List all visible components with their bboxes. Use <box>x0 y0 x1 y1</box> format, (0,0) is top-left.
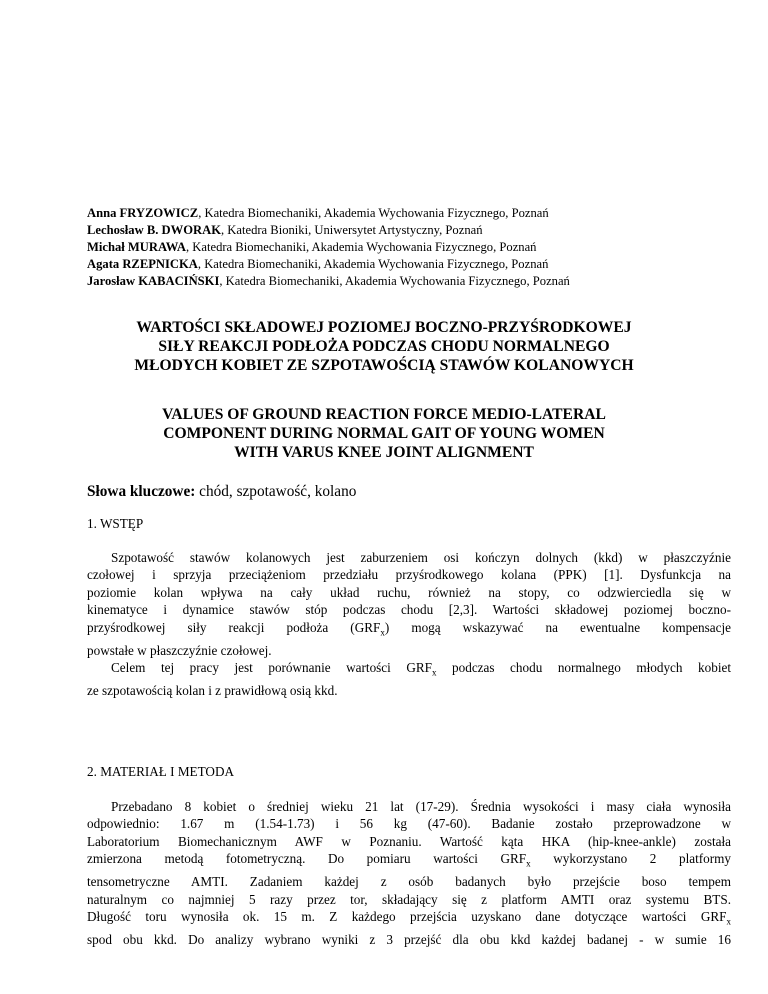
text-line: Celem tej pracy jest porównanie wartości $GRF_x$ podczas chodu normalnego młodych kobiet <box>111 660 731 678</box>
author-line <box>87 239 727 256</box>
title-line: VALUES OF GROUND REACTION FORCE MEDIO-LATERAL <box>162 406 606 423</box>
author-line <box>87 256 727 273</box>
title-polish <box>60 318 708 375</box>
author-name: Anna FRYZOWICZ <box>87 206 199 220</box>
title-english <box>60 405 708 462</box>
title-line: MŁODYCH KOBIET ZE SZPOTAWOŚCIĄ STAWÓW KOLANOWYCH <box>134 357 634 374</box>
author-name: Michał MURAWA <box>87 240 186 254</box>
author-line <box>87 205 727 222</box>
text-line: powstałe w płaszczyźnie czołowej. <box>87 642 272 658</box>
text-line: tensometryczne AMTI. Zadaniem każdej z osób badanych było przejście boso tempem <box>87 874 731 890</box>
text-line: przyśrodkowej siły reakcji podłoża $(GRF_x)$ mogą wskazywać na ewentualne kompensacje <box>87 619 731 638</box>
text-line: ze szpotawością kolan i z prawidłową osią kkd. <box>87 683 338 699</box>
author-affiliation: , Katedra Biomechaniki, Akademia Wychowania Fizycznego, Poznań <box>197 257 549 271</box>
text-line: czołowej i sprzyja przeciążeniom przedziału przyśrodkowego kolana (PPK) [1]. Dysfunkcja na <box>87 567 731 583</box>
section-heading-methods: 2. MATERIAŁ I METODA <box>87 764 235 779</box>
title-line: SIŁY REAKCJI PODŁOŻA PODCZAS CHODU NORMALNEGO <box>158 338 610 355</box>
author-line <box>87 222 727 239</box>
title-line: WITH VARUS KNEE JOINT ALIGNMENT <box>234 444 534 461</box>
author-affiliation: , Katedra Biomechaniki, Akademia Wychowania Fizycznego, Poznań <box>186 240 537 254</box>
author-affiliation: , Katedra Biomechaniki, Akademia Wychowania Fizycznego, Poznań <box>219 274 570 288</box>
author-list <box>87 205 727 290</box>
author-affiliation: , Katedra Bioniki, Uniwersytet Artystyczny, Poznań <box>221 223 483 237</box>
section-heading-introduction: 1. WSTĘP <box>87 516 144 531</box>
title-line: WARTOŚCI SKŁADOWEJ POZIOMEJ BOCZNO-PRZYŚRODKOWEJ <box>136 319 632 336</box>
keywords-text: chód, szpotawość, kolano <box>195 483 357 500</box>
author-line <box>87 273 727 290</box>
text-line: naturalnym co najmniej 5 razy przez tor, składający się z platform AMTI oraz systemu BTS. <box>87 891 731 907</box>
text-line: zmierzona metodą fotometryczną. Do pomiaru wartości $GRF_x$ wykorzystano 2 platformy <box>87 851 731 869</box>
title-line: COMPONENT DURING NORMAL GAIT OF YOUNG WOMEN <box>163 425 605 442</box>
author-name: Agata RZEPNICKA <box>87 257 198 271</box>
introduction-paragraph <box>87 549 731 700</box>
author-name: Jarosław KABACIŃSKI <box>87 274 220 288</box>
text-line: Szpotawość stawów kolanowych jest zaburzeniem osi kończyn dolnych (kkd) w płaszczyźnie <box>111 550 731 565</box>
methods-paragraph <box>87 798 731 949</box>
text-line: kinematyce i dynamice stawów stóp podczas chodu [2,3]. Wartości składowej poziomej boczno- <box>87 602 731 618</box>
text-line: Laboratorium Biomechanicznym AWF w Poznaniu. Wartość kąta HKA (hip-knee-ankle) została <box>87 833 731 849</box>
text-line: Przebadano 8 kobiet o średniej wieku 21 lat (17-29). Średnia wysokości i masy ciała wynosiła <box>111 799 731 814</box>
text-line: Długość toru wynosiła ok. 15 m. Z każdego przejścia uzyskano dane dotyczące wartości $GRF_x$ <box>87 909 731 927</box>
author-affiliation: , Katedra Biomechaniki, Akademia Wychowania Fizycznego, Poznań <box>198 206 549 220</box>
author-name: Lechosław B. DWORAK <box>87 223 221 237</box>
text-line: spod obu kkd. Do analizy wybrano wyniki z 3 przejść dla obu kkd każdej badanej - w sumie 16 <box>87 932 731 948</box>
keywords <box>87 483 356 501</box>
keywords-label: Słowa kluczowe: <box>87 483 196 500</box>
text-line: odpowiednio: 1.67 m (1.54-1.73) i 56 kg (47-60). Badanie zostało przeprowadzone w <box>87 816 731 832</box>
text-line: poziomie kolan wpływa na cały układ ruchu, również na stopy, co odzwierciedla się w <box>87 584 731 600</box>
